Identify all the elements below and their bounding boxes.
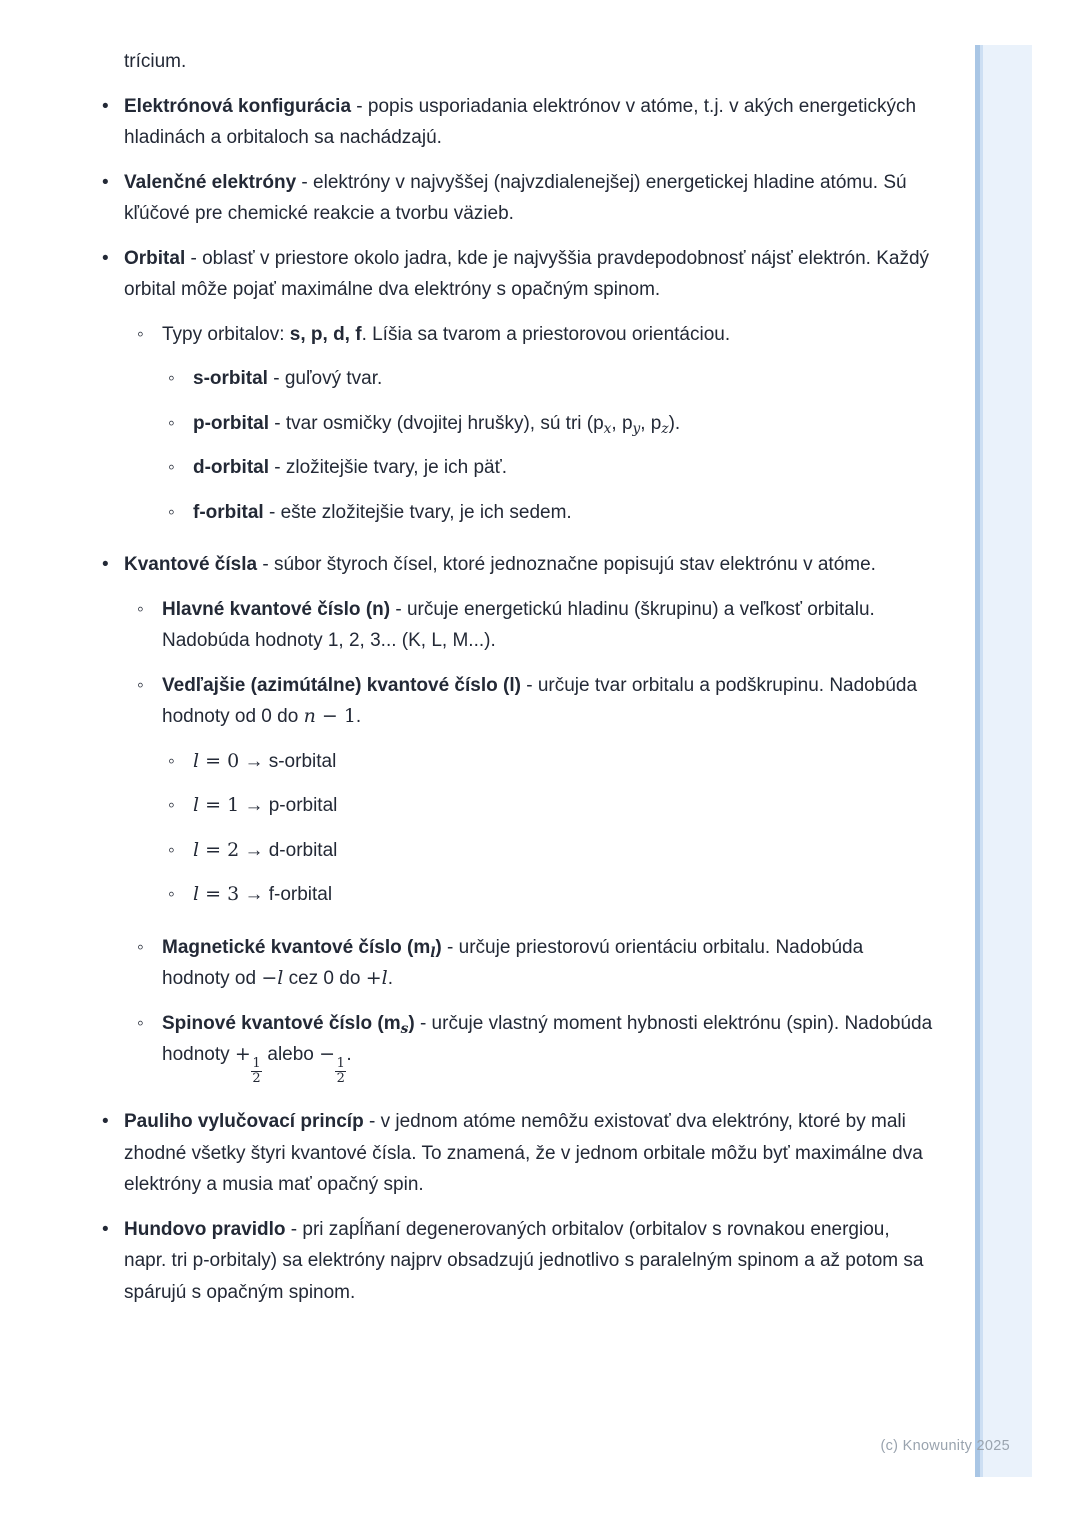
- list-item-s-orbital: [102, 363, 934, 395]
- circle-bullet-icon: ◦: [168, 412, 175, 434]
- list-item-d-orbital: [102, 452, 934, 484]
- label-p-orbital: p-orbital: [268, 795, 338, 816]
- term-hundovo: Hundovo pravidlo: [124, 1218, 286, 1240]
- def-spinove-2: alebo: [262, 1044, 320, 1065]
- def-magneticke-1: - určuje priestorovú orientáciu orbitalu. Nadobúda hodnoty od: [162, 936, 864, 989]
- def-magneticke-2: cez 0 do: [283, 968, 366, 989]
- arrow-right-icon: →: [239, 839, 269, 861]
- def-p-orbital-2: , p: [611, 412, 633, 434]
- def-orbital: - oblasť v priestore okolo jadra, kde je najvyššia pravdepodobnosť nájsť elektrón. Každý orbital môže pojať maximálne dva elektróny s opačným spinom.: [124, 247, 930, 300]
- math-eq-2: = 2: [199, 838, 240, 861]
- typy-pre: Typy orbitalov:: [162, 323, 290, 345]
- watermark: (c) Knowunity 2025: [880, 1438, 1010, 1454]
- math-var-n: n: [303, 705, 316, 727]
- paragraph-text: trícium.: [124, 51, 187, 72]
- term-spinove: [162, 1012, 415, 1037]
- list-item-f-orbital: [102, 497, 934, 529]
- term-orbital: Orbital: [124, 247, 186, 269]
- def-magneticke-3: .: [387, 968, 393, 989]
- p-sub-z: z: [661, 420, 669, 437]
- list-item-magneticke-kvantove-cislo: [102, 932, 934, 995]
- circle-bullet-icon: ◦: [168, 839, 175, 861]
- math-eq-3: = 3: [199, 883, 240, 905]
- list-item-orbital: [102, 243, 934, 306]
- p-sub-x: x: [603, 420, 612, 437]
- math-minus-one: − 1: [315, 705, 356, 727]
- typy-post: . Líšia sa tvarom a priestorovou orientáciou.: [361, 323, 731, 345]
- term-elektronova: Elektrónová konfigurácia: [124, 95, 352, 117]
- bullet-icon: •: [102, 95, 109, 117]
- def-p-orbital-3: , p: [640, 412, 662, 434]
- list-item-p-orbital: [102, 408, 934, 440]
- fraction-one-half: [335, 1057, 346, 1085]
- fraction-minus-sign: −: [319, 1043, 336, 1065]
- term-magneticke-pre: Magnetické kvantové číslo (m: [162, 936, 431, 958]
- def-spinove-1: - určuje vlastný moment hybnosti elektrónu (spin). Nadobúda hodnoty: [162, 1012, 933, 1065]
- bullet-icon: •: [102, 1218, 109, 1240]
- bullet-icon: •: [102, 1111, 109, 1133]
- list-item-vedlajsie-kvantove-cislo: [102, 670, 934, 733]
- def-valencne: - elektróny v najvyššej (najvzdialenejšej) energetickej hladine atómu. Sú kľúčové pre chemické reakcie a tvorbu väzieb.: [124, 171, 907, 224]
- label-f-orbital: f-orbital: [268, 884, 333, 905]
- m-sub-l: l: [430, 944, 436, 961]
- list-item-hundovo-pravidlo: [102, 1214, 934, 1309]
- arrow-right-icon: →: [239, 750, 269, 772]
- math-minus-l: −l: [261, 967, 284, 989]
- list-item-pauliho-princip: [102, 1106, 934, 1201]
- term-kvantove: Kvantové čísla: [124, 554, 258, 575]
- fraction-numerator: 1: [336, 1056, 345, 1072]
- list-item-l-equals-2: [102, 835, 934, 867]
- term-magneticke-post: ): [435, 936, 442, 958]
- paragraph-tricium: [102, 46, 934, 78]
- term-spinove-pre: Spinové kvantové číslo (m: [162, 1012, 401, 1034]
- term-d-orbital: d-orbital: [193, 457, 269, 478]
- list-item-spinove-kvantove-cislo: [102, 1008, 934, 1086]
- bullet-icon: •: [102, 247, 109, 269]
- math-eq-1: = 1: [199, 794, 240, 816]
- circle-bullet-icon: ◦: [168, 368, 175, 389]
- term-spinove-post: ): [408, 1012, 415, 1034]
- def-s-orbital: - guľový tvar.: [267, 368, 383, 389]
- label-d-orbital: d-orbital: [268, 839, 338, 861]
- m-sub-s: s: [400, 1020, 409, 1037]
- def-hlavne: - určuje energetickú hladinu (škrupinu) a veľkosť orbitalu. Nadobúda hodnoty 1, 2, 3... (K, L, M...).: [162, 598, 875, 651]
- list-item-kvantove-cisla: [102, 549, 934, 581]
- math-var-l: l: [193, 838, 200, 861]
- math-eq-0: = 0: [199, 749, 240, 772]
- term-vedlajsie: Vedľajšie (azimútálne) kvantové číslo (l): [162, 674, 521, 696]
- circle-bullet-icon: ◦: [137, 936, 144, 958]
- def-d-orbital: - zložitejšie tvary, je ich päť.: [269, 457, 508, 478]
- def-vedlajsie-1: - určuje tvar orbitalu a podškrupinu. Nadobúda hodnoty od 0 do: [162, 674, 918, 727]
- fraction-denominator: 2: [336, 1070, 345, 1086]
- term-magneticke: [162, 936, 442, 961]
- circle-bullet-icon: ◦: [137, 1012, 144, 1034]
- typy-bold: s, p, d, f: [289, 323, 362, 345]
- p-sub-y: y: [632, 420, 641, 437]
- fraction-numerator: 1: [252, 1056, 261, 1072]
- math-var-l: l: [193, 883, 200, 905]
- def-elektronova: - popis usporiadania elektrónov v atóme, t.j. v akých energetických hladinách a orbitaloch sa nachádzajú.: [124, 95, 917, 148]
- arrow-right-icon: →: [239, 884, 269, 905]
- term-f-orbital: f-orbital: [193, 501, 264, 523]
- def-vedlajsie-2: .: [355, 706, 362, 727]
- math-var-l: l: [193, 749, 200, 772]
- fraction-plus-sign: +: [234, 1043, 251, 1065]
- circle-bullet-icon: ◦: [137, 323, 144, 345]
- def-p-orbital-1: - tvar osmičky (dvojitej hrušky), sú tri (p: [269, 412, 604, 434]
- list-item-l-equals-1: [102, 790, 934, 822]
- bullet-icon: •: [102, 171, 109, 193]
- notes-content: [102, 46, 934, 1321]
- circle-bullet-icon: ◦: [137, 598, 144, 620]
- math-plus-l: +l: [365, 967, 388, 989]
- fraction-one-half: [251, 1057, 262, 1085]
- term-p-orbital: p-orbital: [193, 412, 269, 434]
- term-s-orbital: s-orbital: [193, 368, 268, 389]
- def-hundovo: - pri zapĺňaní degenerovaných orbitalov (orbitalov s rovnakou energiou, napr. tri p-orbitaly) sa elektróny najprv obsadzujú jednotlivo s paralelným spinom a až potom sa spárujú s opačným spinom.: [124, 1218, 924, 1303]
- list-item-valencne-elektrony: [102, 167, 934, 230]
- list-item-elektronova-konfiguracia: [102, 91, 934, 154]
- list-item-hlavne-kvantove-cislo: [102, 594, 934, 657]
- def-pauliho: - v jednom atóme nemôžu existovať dva elektróny, ktoré by mali zhodné všetky štyri kvantové čísla. To znamená, že v jednom orbitale môžu byť maximálne dva elektróny a musia mať opačný spin.: [124, 1111, 923, 1196]
- def-f-orbital: - ešte zložitejšie tvary, je ich sedem.: [263, 501, 572, 523]
- list-item-l-equals-3: [102, 879, 934, 911]
- circle-bullet-icon: ◦: [168, 795, 175, 816]
- list-item-l-equals-0: [102, 746, 934, 778]
- circle-bullet-icon: ◦: [168, 750, 175, 772]
- term-valencne: Valenčné elektróny: [124, 171, 297, 193]
- right-margin-stripe: [975, 45, 1032, 1477]
- arrow-right-icon: →: [239, 795, 269, 816]
- def-kvantove: - súbor štyroch čísel, ktoré jednoznačne popisujú stav elektrónu v atóme.: [257, 554, 876, 575]
- label-s-orbital: s-orbital: [268, 750, 337, 772]
- circle-bullet-icon: ◦: [168, 884, 175, 905]
- circle-bullet-icon: ◦: [137, 674, 144, 696]
- list-item-typy-orbitalov: [102, 319, 934, 351]
- bullet-icon: •: [102, 554, 109, 575]
- circle-bullet-icon: ◦: [168, 457, 175, 478]
- math-var-l: l: [193, 794, 200, 816]
- term-pauliho: Pauliho vylučovací princíp: [124, 1111, 364, 1133]
- def-spinove-3: .: [346, 1044, 352, 1065]
- term-hlavne: Hlavné kvantové číslo (n): [162, 598, 391, 620]
- def-p-orbital-4: ).: [668, 412, 681, 434]
- circle-bullet-icon: ◦: [168, 501, 175, 523]
- fraction-denominator: 2: [252, 1070, 261, 1086]
